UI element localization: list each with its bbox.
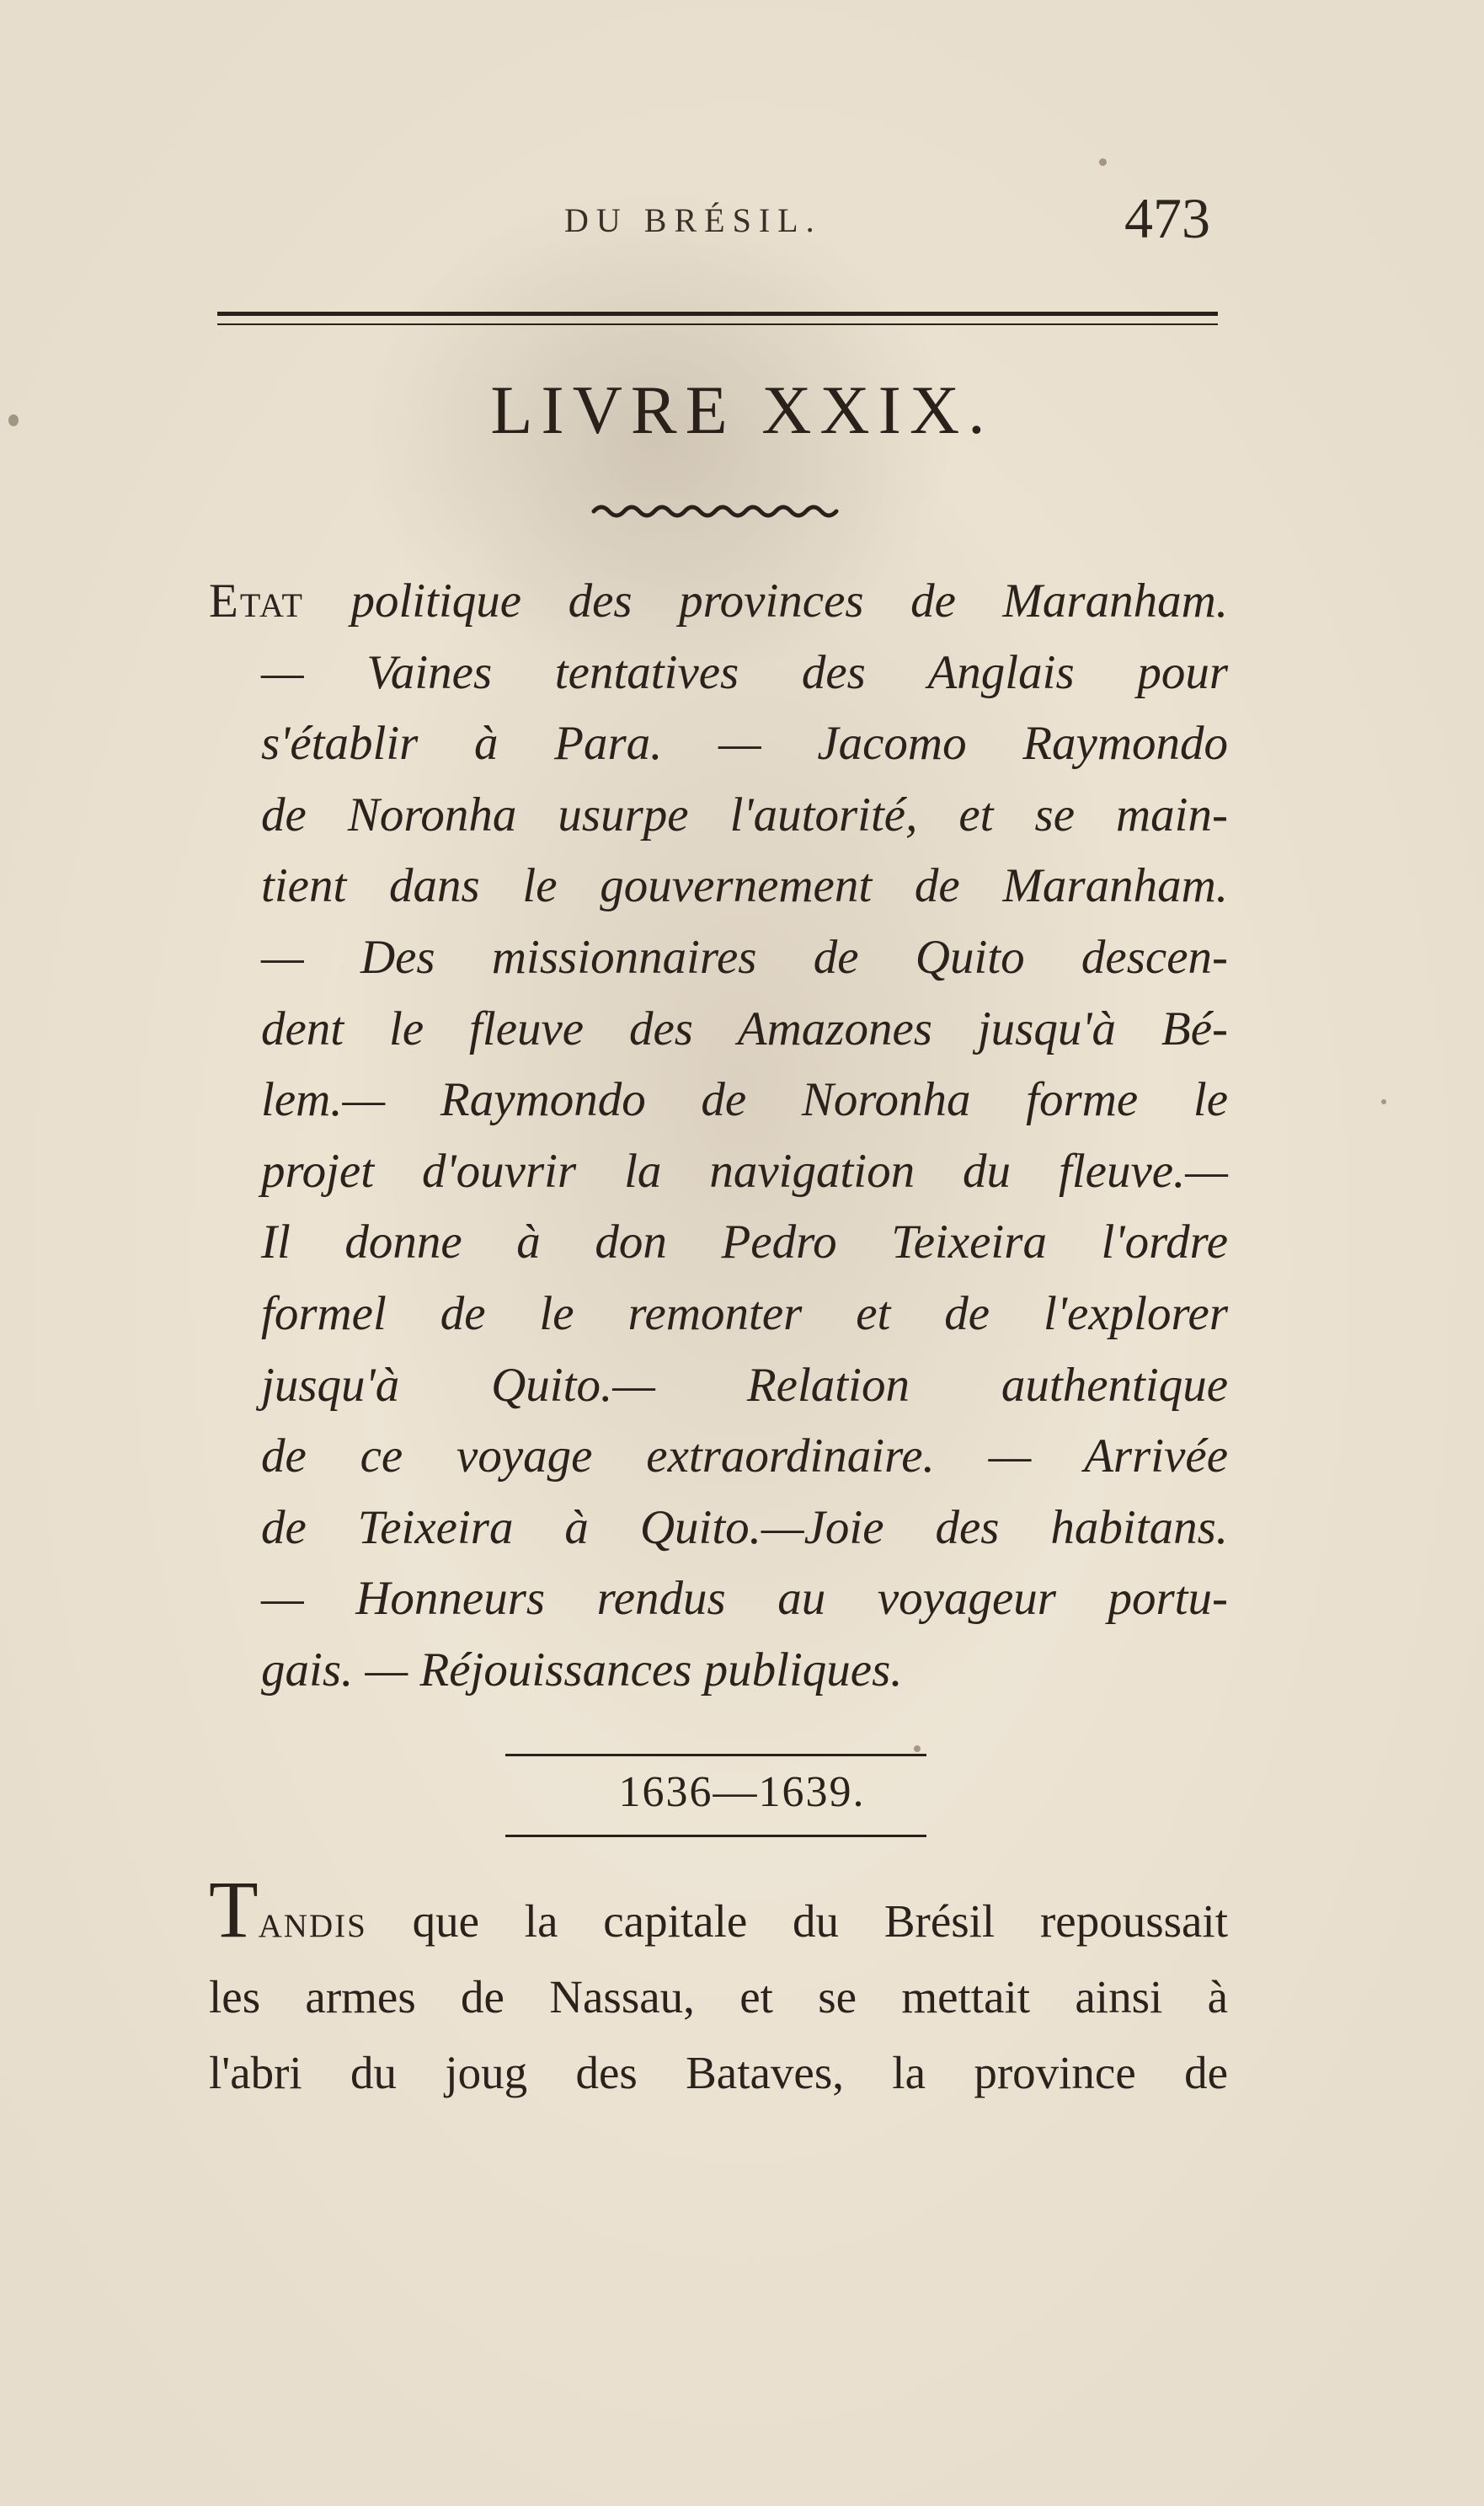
- summary-line: [209, 566, 1228, 638]
- summary-line: lem.— Raymondo de Noronha forme le: [261, 1073, 1228, 1127]
- foxing-spot: [1099, 158, 1107, 166]
- summary-line: dent le fleuve des Amazones jusqu'à Bé-: [261, 1002, 1228, 1055]
- summary-line: gais. — Réjouissances publiques.: [261, 1643, 903, 1696]
- summary-line: projet d'ouvrir la navigation du fleuve.—: [261, 1144, 1228, 1198]
- summary-line-text: politique des provinces de Maranham.: [303, 574, 1228, 628]
- summary-line: de Noronha usurpe l'autorité, et se main-: [261, 788, 1228, 842]
- body-text: [209, 1864, 1228, 2111]
- summary-line: formel de le remonter et de l'explorer: [261, 1286, 1228, 1340]
- summary-lead-word: Etat: [209, 574, 304, 628]
- foxing-spot: [914, 1745, 921, 1752]
- summary-line: — Vaines tentatives des Anglais pour: [261, 645, 1228, 699]
- header-double-rule: [217, 312, 1218, 325]
- date-range: 1636—1639.: [618, 1768, 866, 1816]
- drop-cap: T: [209, 1864, 259, 1954]
- body-line: l'abri du joug des Bataves, la province de: [209, 2047, 1228, 2098]
- body-line: les armes de Nassau, et se mettait ainsi à: [209, 1971, 1228, 2022]
- summary-line: — Honneurs rendus au voyageur portu-: [261, 1572, 1228, 1626]
- body-line-text: que la capitale du Brésil repoussait: [366, 1895, 1228, 1947]
- running-head: [0, 185, 1484, 261]
- summary-line: s'établir à Para. — Jacomo Raymondo: [261, 717, 1228, 771]
- running-title: DU BRÉSIL.: [564, 201, 822, 239]
- summary-line: de Teixeira à Quito.—Joie des habitans.: [261, 1500, 1228, 1554]
- summary-line: tient dans le gouvernement de Maranham.: [261, 859, 1228, 913]
- book-heading: LIVRE XXIX.: [490, 371, 994, 448]
- summary-line: de ce voyage extraordinaire. — Arrivée: [261, 1429, 1228, 1483]
- date-rule-bottom: [505, 1835, 926, 1837]
- wave-ornament-icon: [590, 493, 842, 526]
- foxing-spot: [1381, 1099, 1386, 1104]
- summary-line: jusqu'à Quito.— Relation authentique: [261, 1358, 1228, 1412]
- date-rule-top: [505, 1754, 926, 1756]
- summary-line: — Des missionnaires de Quito descen-: [261, 930, 1228, 984]
- small-caps-word: andis: [258, 1895, 367, 1947]
- chapter-summary: [209, 566, 1228, 1707]
- page-number: 473: [1124, 186, 1210, 250]
- summary-line: Il donne à don Pedro Teixeira l'ordre: [261, 1216, 1228, 1269]
- body-line: [209, 1864, 1228, 1959]
